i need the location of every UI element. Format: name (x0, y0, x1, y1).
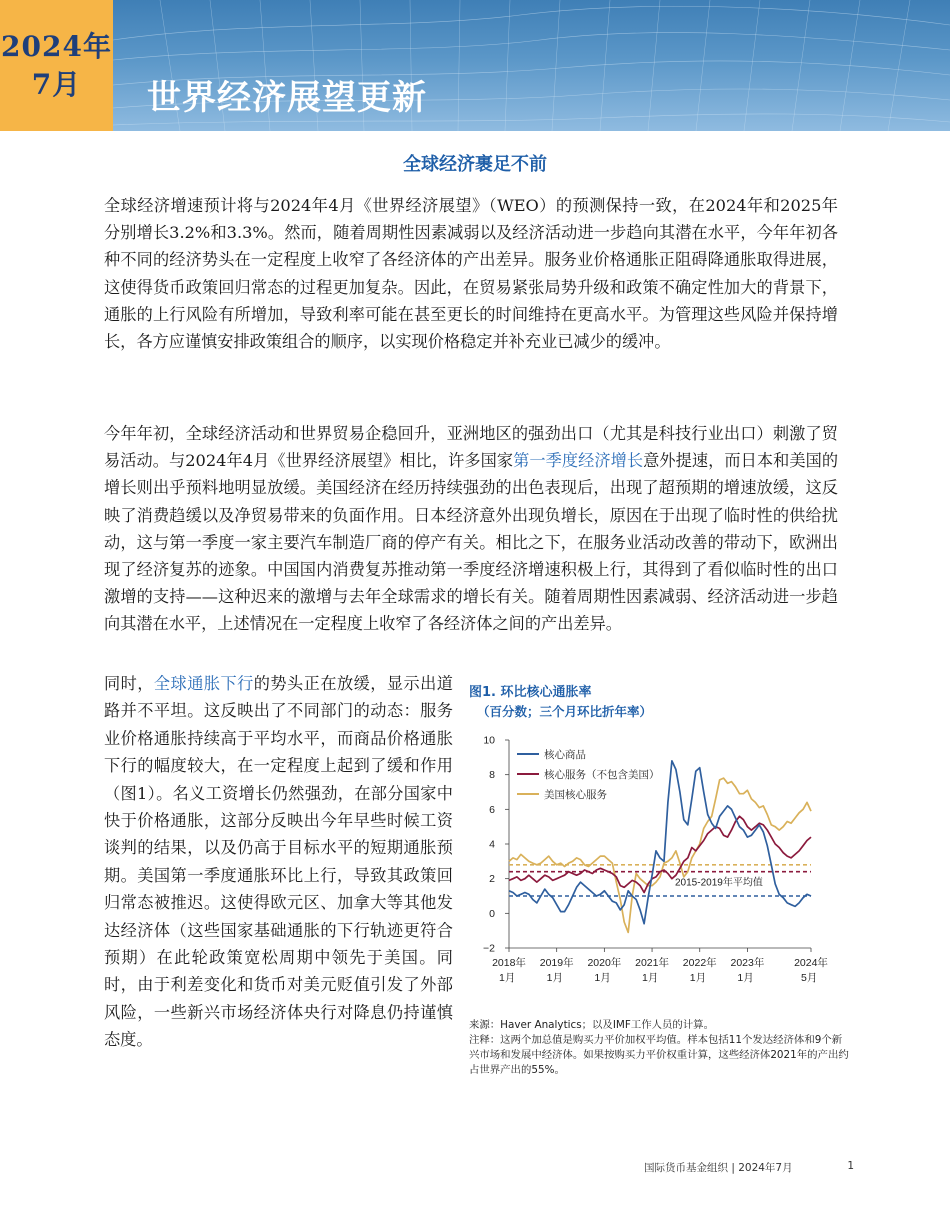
figure-1 (469, 684, 849, 1084)
figure-note: 注释：这两个加总值是购买力平价加权平均值。样本包括11个发达经济体和9个新兴市场和发展中经济体。如果按购买力平价权重计算，这些经济体2021年的产出约占世界产出的55%。 (469, 1034, 849, 1076)
paragraph-summary: 全球经济增速预计将与2024年4月《世界经济展望》（WEO）的预测保持一致，在2024年和2025年分别增长3.2%和3.3%。然而，随着周期性因素减弱以及经济活动进一步趋向其潜在水平，今年年初各种不同的经济势头在一定程度上收窄了各经济体的产出差异。服务业价格通胀正阻碍降通胀取得进展，这使得货币政策回归常态的过程更加复杂。因此，在贸易紧张局势升级和政策不确定性加大的背景下，通胀的上行风险有所增加，导致利率可能在甚至更长的时间维持在更高水平。为管理这些风险并保持增长，各方应谨慎安排政策组合的顺序，以实现价格稳定并补充业已减少的缓冲。 (104, 196, 838, 352)
x-tick-label: 2020年 (587, 957, 622, 969)
average-annotation: 2015-2019年平均值 (675, 877, 763, 889)
x-tick-label: 2021年 (635, 957, 669, 969)
header-decoration (0, 0, 950, 131)
paragraph-inflation-text-a: 同时， (104, 674, 154, 693)
section-title: 全球经济裹足不前 (403, 154, 547, 175)
legend-label: 核心服务（不包含美国） (544, 769, 660, 781)
legend-label: 核心商品 (544, 749, 586, 761)
figure-notes (469, 1018, 849, 1078)
x-tick-label: 1月 (546, 972, 564, 984)
page-number: 1 (847, 1160, 854, 1172)
x-tick-label: 5月 (801, 972, 818, 984)
series-line (509, 761, 811, 924)
y-tick-label: 2 (489, 873, 495, 886)
figure-title: 图1. 环比核心通胀率 (469, 685, 592, 700)
figure-subtitle: （百分数；三个月环比折年率） (477, 704, 653, 719)
x-tick-label: 2018年 (492, 957, 526, 969)
x-tick-label: 2024年 (794, 957, 828, 969)
x-tick-label: 1月 (642, 972, 659, 984)
x-tick-label: 1月 (594, 972, 611, 984)
paragraph-inflation-text-b: 的势头正在放缓，显示出道路并不平坦。这反映出了不同部门的动态：服务业价格通胀持续高于平均水平，而商品价格通胀下行的幅度较大，在一定程度上起到了缓和作用（图1）。名义工资增长仍然强劲，在部分国家中快于价格通胀，这部分反映出今年早些时候工资谈判的结果，以及仍高于目标水平的短期通胀预期。美国第一季度通胀环比上行，导致其政策回归常态被推迟。这使得欧元区、加拿大等其他发达经济体（这些国家基础通胀的下行轨迹更符合预期）在此轮政策宽松周期中领先于美国。同时，由于利差变化和货币对美元贬值引发了外部风险，一些新兴市场经济体央行对降息仍持谨慎态度。 (104, 674, 453, 1050)
report-title: 世界经济展望更新 (147, 78, 427, 118)
paragraph-growth-text-a: 今年年初，全球经济活动和世界贸易企稳回升，亚洲地区的强劲出口（尤其是科技行业出口）刺激了贸易活动。与2024年4月《世界经济展望》相比，许多国家 (104, 424, 838, 471)
paragraph-growth (104, 420, 838, 638)
paragraph-inflation (104, 670, 453, 1054)
footer-org: 国际货币基金组织 | 2024年7月 (644, 1162, 793, 1174)
y-tick-label: 10 (483, 734, 495, 747)
y-tick-label: 6 (489, 803, 495, 816)
x-tick-label: 2023年 (730, 957, 765, 969)
core-inflation-chart (469, 726, 849, 996)
x-tick-label: 2019年 (539, 957, 574, 969)
q1-growth-link[interactable]: 第一季度经济增长 (513, 451, 644, 471)
header-year: 2024年 (1, 29, 112, 63)
header-band (0, 0, 950, 131)
date-badge (0, 0, 113, 131)
x-tick-label: 1月 (499, 972, 516, 984)
series-line (509, 816, 811, 892)
y-tick-label: −2 (483, 942, 495, 955)
x-tick-label: 1月 (737, 972, 754, 984)
y-tick-label: 4 (489, 838, 495, 851)
y-tick-label: 8 (489, 769, 495, 782)
disinflation-link[interactable]: 全球通胀下行 (153, 674, 254, 693)
paragraph-growth-text-b: 意外提速，而日本和美国的增长则出乎预料地明显放缓。美国经济在经历持续强劲的出色表现后，出现了超预期的增速放缓，这反映了消费趋缓以及净贸易带来的负面作用。日本经济意外出现负增长，原因在于出现了临时性的供给扰动，这与第一季度一家主要汽车制造厂商的停产有关。相比之下，在服务业活动改善的带动下，欧洲出现了经济复苏的迹象。中国国内消费复苏推动第一季度经济增速积极上行，其得到了看似临时性的出口激增的支持——这种迟来的激增与去年全球需求的增长有关。随着周期性因素减弱、经济活动进一步趋向其潜在水平，上述情况在一定程度上收窄了各经济体之间的产出差异。 (104, 451, 839, 634)
series-line (509, 778, 811, 932)
page-footer (644, 1160, 854, 1175)
x-tick-label: 1月 (689, 972, 707, 984)
header-month: 7月 (31, 67, 82, 101)
legend-label: 美国核心服务 (544, 789, 607, 801)
y-tick-label: 0 (489, 907, 495, 920)
x-tick-label: 2022年 (682, 957, 717, 969)
figure-source: 来源：Haver Analytics；以及IMF工作人员的计算。 (469, 1019, 714, 1031)
